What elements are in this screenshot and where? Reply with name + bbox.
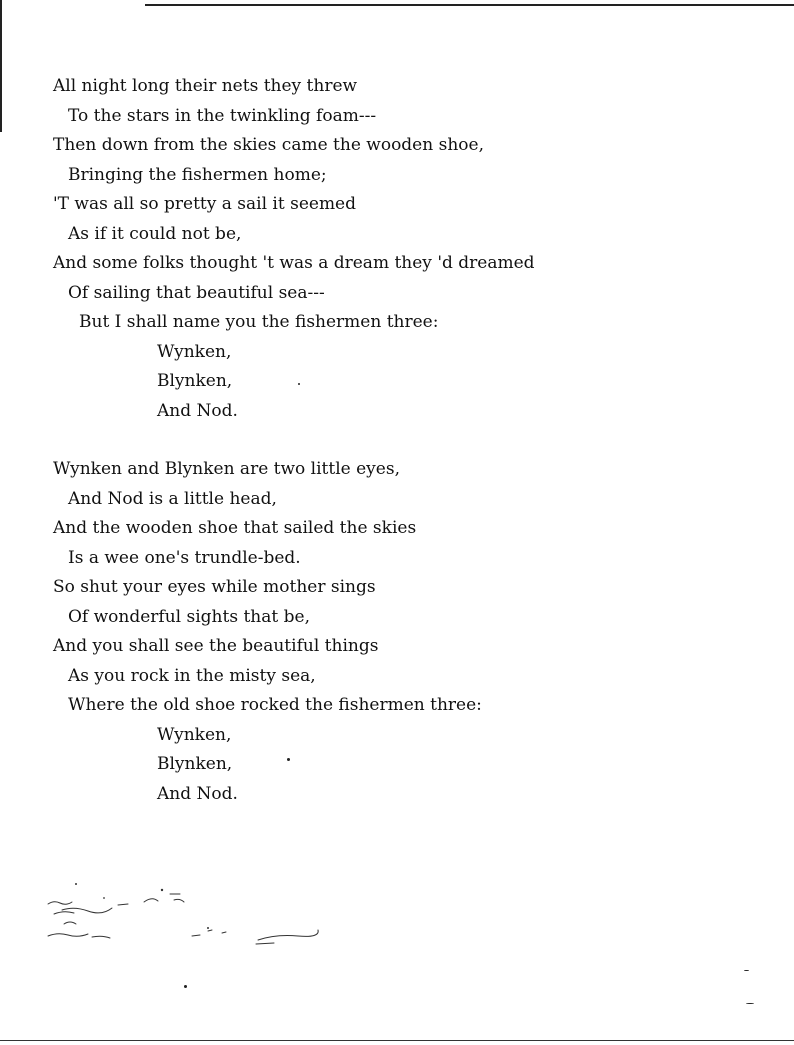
stanza-gap xyxy=(53,426,753,455)
top-border-line xyxy=(145,4,794,6)
poem-refrain-line: Blynken, xyxy=(157,754,233,774)
scan-speck xyxy=(287,758,290,761)
poem-line: As you rock in the misty sea, xyxy=(68,665,316,686)
poem-line: And you shall see the beautiful things xyxy=(53,636,379,656)
poem-line: Of sailing that beautiful sea--- xyxy=(68,282,325,303)
poem-line: To the stars in the twinkling foam--- xyxy=(68,105,377,126)
scan-speck xyxy=(184,985,187,988)
stanza-1 xyxy=(53,72,753,426)
poem-line: 'T was all so pretty a sail it seemed xyxy=(53,194,357,214)
poem-line: Bringing the fishermen home; xyxy=(68,164,327,185)
poem-line: As if it could not be, xyxy=(68,223,242,244)
scan-smudge-marks xyxy=(44,880,334,960)
poem-refrain-line: And Nod. xyxy=(157,783,238,804)
bottom-border-line xyxy=(0,1040,794,1041)
poem-line: And some folks thought 't was a dream they 'd dreamed xyxy=(53,253,535,273)
poem-line: Is a wee one's trundle-bed. xyxy=(68,547,301,568)
poem-line: Where the old shoe rocked the fishermen three: xyxy=(68,695,482,715)
poem-refrain-line: Blynken, xyxy=(157,371,233,391)
poem-body xyxy=(53,72,753,809)
scan-speck xyxy=(744,970,749,971)
poem-line: So shut your eyes while mother sings xyxy=(53,577,376,597)
poem-refrain-line: Wynken, xyxy=(157,341,232,362)
left-border-line xyxy=(0,0,2,132)
poem-line: Of wonderful sights that be, xyxy=(68,606,310,627)
poem-refrain-line: Wynken, xyxy=(157,724,232,745)
poem-line: Then down from the skies came the wooden shoe, xyxy=(53,135,484,155)
poem-line: And the wooden shoe that sailed the skies xyxy=(53,518,417,538)
scan-speck xyxy=(298,383,300,385)
poem-line: All night long their nets they threw xyxy=(53,76,358,96)
scan-speck xyxy=(746,1003,754,1004)
poem-line: And Nod is a little head, xyxy=(68,488,277,509)
stanza-2 xyxy=(53,455,753,809)
poem-line: Wynken and Blynken are two little eyes, xyxy=(53,459,400,479)
poem-line: But I shall name you the fishermen three: xyxy=(79,312,439,332)
poem-refrain-line: And Nod. xyxy=(157,400,238,421)
